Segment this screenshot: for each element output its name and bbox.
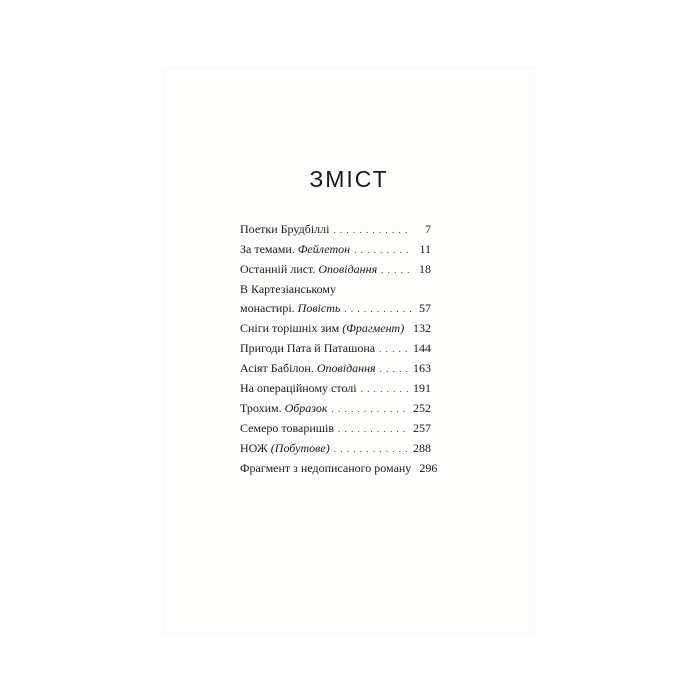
dot-leader [338, 420, 409, 439]
toc-page-number: 288 [413, 441, 431, 455]
toc-entry-label: Асіят Бабілон. Оповідання [240, 361, 376, 375]
toc-entry-label: Сніги торішніх зим (Фрагмент) [240, 321, 405, 335]
dot-leader [354, 241, 411, 260]
table-of-contents [240, 220, 438, 479]
toc-entry-label-line1: В Картезіанському [240, 282, 336, 296]
toc-entry-label: Поетки Брудбіллі [240, 222, 330, 236]
toc-entry [240, 220, 431, 240]
toc-entry [240, 359, 431, 379]
toc-entry [240, 280, 431, 319]
toc-entry-label: Пригоди Пата й Паташона [240, 341, 376, 355]
toc-entry-label: Фрагмент з недописаного роману [240, 461, 412, 475]
toc-entry [240, 399, 431, 419]
dot-leader [361, 380, 409, 399]
toc-entry [240, 379, 431, 399]
toc-page-number: 252 [413, 401, 431, 415]
toc-page-number: 18 [419, 262, 431, 276]
toc-page-number: 7 [425, 222, 431, 236]
toc-entry [240, 339, 431, 359]
dot-leader [344, 300, 411, 319]
toc-page-number: 11 [419, 242, 431, 256]
toc-page-number: 296 [419, 461, 438, 475]
toc-entry [240, 459, 438, 479]
toc-page-number: 163 [413, 361, 431, 375]
toc-entry-label: На операційному столі [240, 381, 357, 395]
dot-leader [381, 261, 411, 280]
toc-page-number: 132 [413, 321, 431, 335]
dot-leader [408, 320, 409, 339]
dot-leader [380, 360, 409, 379]
toc-entry [240, 439, 431, 459]
dot-leader [331, 400, 409, 419]
dot-leader [333, 221, 411, 240]
toc-entry [240, 419, 431, 439]
toc-page-number: 191 [413, 381, 431, 395]
book-page [163, 68, 535, 633]
toc-entry-label: За темами. Фейлетон [240, 242, 351, 256]
toc-page-number: 257 [413, 421, 431, 435]
toc-entry [240, 319, 431, 339]
toc-page-number: 57 [419, 301, 431, 315]
page-title: ЗМІСТ [309, 166, 389, 192]
toc-entry-label: НОЖ (Побутове) [240, 441, 330, 455]
toc-entry-label: Семеро товаришів [240, 421, 334, 435]
toc-entry [240, 260, 431, 280]
toc-entry-label: Трохим. Образок [240, 401, 328, 415]
toc-entry-label: монастирі. Повість [240, 301, 341, 315]
dot-leader [379, 340, 409, 359]
toc-page-number: 144 [413, 341, 431, 355]
toc-entry [240, 240, 431, 260]
toc-entry-label: Останній лист. Оповідання [240, 262, 378, 276]
dot-leader [334, 440, 409, 459]
